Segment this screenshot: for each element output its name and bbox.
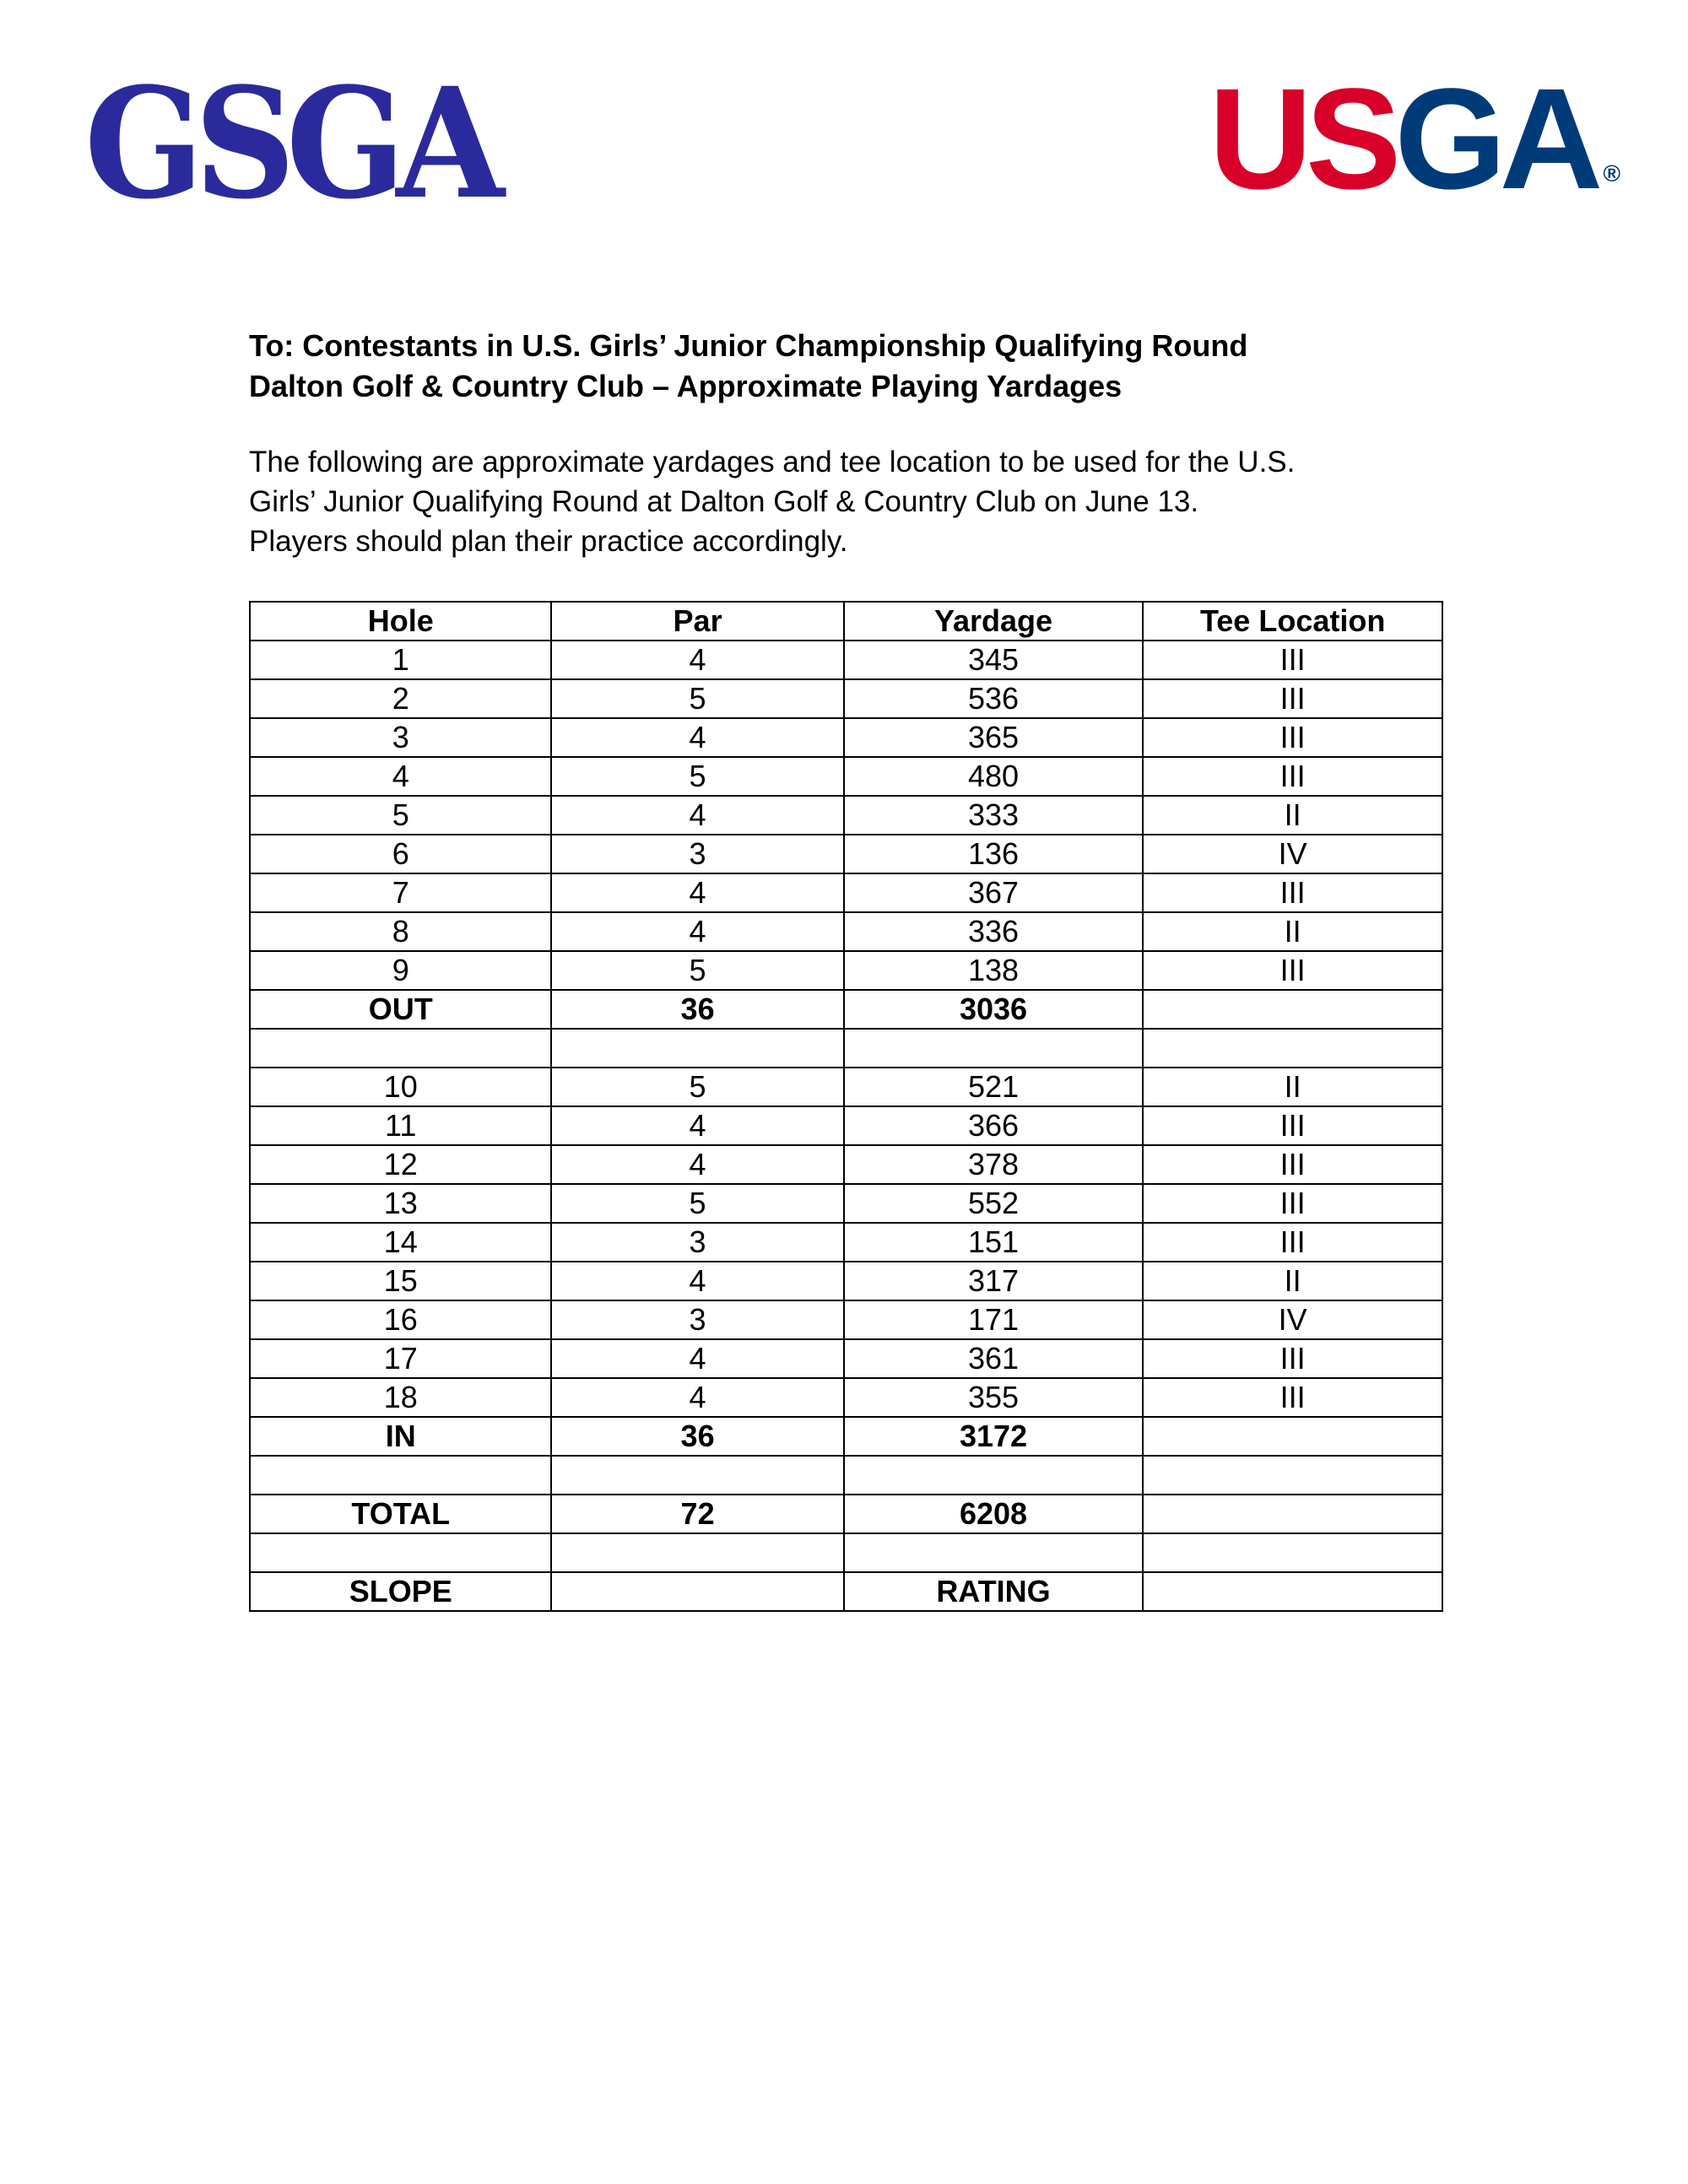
cell-hole: 14 — [250, 1223, 551, 1262]
cell-tee: II — [1143, 1068, 1442, 1106]
cell-yardage: 6208 — [844, 1495, 1144, 1533]
table-row — [250, 679, 1442, 718]
cell-yardage: 333 — [844, 796, 1144, 835]
cell-hole: 10 — [250, 1068, 551, 1106]
table-row — [250, 1262, 1442, 1300]
heading-line-2: Dalton Golf & Country Club – Approximate Playing Yardages — [249, 368, 1123, 403]
cell-hole: SLOPE — [250, 1572, 551, 1611]
cell-yardage: 355 — [844, 1378, 1144, 1417]
cell-yardage: 317 — [844, 1262, 1144, 1300]
cell-par: 4 — [551, 1106, 843, 1145]
cell-par: 4 — [551, 641, 843, 679]
cell-tee: II — [1143, 796, 1442, 835]
cell-hole: 16 — [250, 1300, 551, 1339]
cell-tee: III — [1143, 1145, 1442, 1184]
cell-tee: III — [1143, 1106, 1442, 1145]
table-row — [250, 1300, 1442, 1339]
cell-yardage: 345 — [844, 641, 1144, 679]
cell-tee: IV — [1143, 1300, 1442, 1339]
cell-yardage — [844, 1029, 1144, 1068]
cell-hole: 9 — [250, 951, 551, 990]
cell-yardage: 366 — [844, 1106, 1144, 1145]
column-header-par: Par — [551, 602, 843, 641]
cell-par: 4 — [551, 1262, 843, 1300]
cell-hole: IN — [250, 1417, 551, 1456]
cell-par — [551, 1533, 843, 1572]
table-row — [250, 990, 1442, 1029]
cell-tee: III — [1143, 1339, 1442, 1378]
cell-hole: 6 — [250, 835, 551, 873]
cell-tee — [1143, 1417, 1442, 1456]
paragraph-line-1: The following are approximate yardages and tee location to be used for the U.S. — [249, 446, 1296, 479]
cell-tee — [1143, 1456, 1442, 1495]
cell-hole: 12 — [250, 1145, 551, 1184]
cell-tee — [1143, 1572, 1442, 1611]
table-row — [250, 1029, 1442, 1068]
table-header-row — [250, 602, 1442, 641]
usga-logo-us: US — [1209, 59, 1395, 219]
paragraph-line-3: Players should plan their practice accordingly. — [249, 524, 848, 558]
cell-tee: III — [1143, 1378, 1442, 1417]
cell-tee: III — [1143, 679, 1442, 718]
cell-yardage: 552 — [844, 1184, 1144, 1223]
cell-tee: III — [1143, 951, 1442, 990]
cell-yardage: 521 — [844, 1068, 1144, 1106]
table-row — [250, 796, 1442, 835]
table-row — [250, 1456, 1442, 1495]
table-row — [250, 757, 1442, 796]
table-row — [250, 951, 1442, 990]
cell-yardage: 138 — [844, 951, 1144, 990]
cell-hole: 3 — [250, 718, 551, 757]
cell-yardage: 136 — [844, 835, 1144, 873]
logo-row — [0, 0, 1688, 233]
cell-hole: 13 — [250, 1184, 551, 1223]
cell-yardage: 367 — [844, 873, 1144, 912]
cell-par: 4 — [551, 1339, 843, 1378]
cell-par — [551, 1572, 843, 1611]
cell-hole: 17 — [250, 1339, 551, 1378]
cell-par: 4 — [551, 1378, 843, 1417]
document-body — [0, 326, 1688, 1612]
cell-tee — [1143, 1495, 1442, 1533]
cell-hole: OUT — [250, 990, 551, 1029]
paragraph-line-2: Girls’ Junior Qualifying Round at Dalton Golf & Country Club on June 13. — [249, 484, 1199, 518]
cell-yardage: 378 — [844, 1145, 1144, 1184]
cell-hole — [250, 1456, 551, 1495]
cell-yardage — [844, 1533, 1144, 1572]
cell-yardage: 361 — [844, 1339, 1144, 1378]
cell-yardage: RATING — [844, 1572, 1144, 1611]
table-row — [250, 873, 1442, 912]
cell-yardage: 536 — [844, 679, 1144, 718]
table-row — [250, 718, 1442, 757]
cell-tee: II — [1143, 912, 1442, 951]
table-row — [250, 641, 1442, 679]
cell-tee: III — [1143, 757, 1442, 796]
cell-par: 4 — [551, 912, 843, 951]
cell-tee — [1143, 1029, 1442, 1068]
column-header-yardage: Yardage — [844, 602, 1144, 641]
cell-hole: 1 — [250, 641, 551, 679]
cell-par: 4 — [551, 1145, 843, 1184]
cell-par: 36 — [551, 990, 843, 1029]
cell-yardage — [844, 1456, 1144, 1495]
cell-hole: 5 — [250, 796, 551, 835]
cell-par — [551, 1456, 843, 1495]
cell-hole: 8 — [250, 912, 551, 951]
cell-par: 4 — [551, 718, 843, 757]
heading-line-1: To: Contestants in U.S. Girls’ Junior Championship Qualifying Round — [249, 328, 1248, 363]
cell-tee — [1143, 1533, 1442, 1572]
table-row — [250, 1533, 1442, 1572]
cell-par: 3 — [551, 1300, 843, 1339]
intro-paragraph — [249, 443, 1443, 562]
cell-hole: 4 — [250, 757, 551, 796]
cell-par: 72 — [551, 1495, 843, 1533]
cell-yardage: 171 — [844, 1300, 1144, 1339]
cell-hole: 15 — [250, 1262, 551, 1300]
table-row — [250, 1378, 1442, 1417]
cell-yardage: 365 — [844, 718, 1144, 757]
column-header-tee-location: Tee Location — [1143, 602, 1442, 641]
usga-logo — [1209, 59, 1620, 219]
cell-par: 5 — [551, 951, 843, 990]
cell-par: 5 — [551, 1068, 843, 1106]
cell-par: 3 — [551, 835, 843, 873]
table-row — [250, 1184, 1442, 1223]
table-row — [250, 1495, 1442, 1533]
cell-par: 36 — [551, 1417, 843, 1456]
cell-hole: 11 — [250, 1106, 551, 1145]
cell-yardage: 3036 — [844, 990, 1144, 1029]
cell-tee: II — [1143, 1262, 1442, 1300]
cell-par: 5 — [551, 757, 843, 796]
cell-tee: III — [1143, 641, 1442, 679]
cell-tee: IV — [1143, 835, 1442, 873]
gsga-logo: GSGA — [84, 55, 495, 233]
cell-par: 3 — [551, 1223, 843, 1262]
cell-hole — [250, 1533, 551, 1572]
table-row — [250, 1068, 1442, 1106]
yardage-table — [249, 601, 1443, 1612]
table-row — [250, 1106, 1442, 1145]
cell-par — [551, 1029, 843, 1068]
table-row — [250, 1223, 1442, 1262]
registered-trademark-icon: ® — [1603, 160, 1620, 187]
cell-hole: 2 — [250, 679, 551, 718]
cell-yardage: 151 — [844, 1223, 1144, 1262]
cell-hole: TOTAL — [250, 1495, 551, 1533]
cell-tee: III — [1143, 1184, 1442, 1223]
cell-yardage: 480 — [844, 757, 1144, 796]
cell-hole: 18 — [250, 1378, 551, 1417]
column-header-hole: Hole — [250, 602, 551, 641]
letter-heading — [249, 326, 1443, 406]
table-row — [250, 1417, 1442, 1456]
table-row — [250, 1572, 1442, 1611]
cell-par: 4 — [551, 873, 843, 912]
cell-yardage: 336 — [844, 912, 1144, 951]
table-row — [250, 912, 1442, 951]
cell-par: 4 — [551, 796, 843, 835]
table-row — [250, 1145, 1442, 1184]
cell-par: 5 — [551, 1184, 843, 1223]
table-row — [250, 835, 1442, 873]
cell-par: 5 — [551, 679, 843, 718]
cell-hole — [250, 1029, 551, 1068]
cell-tee — [1143, 990, 1442, 1029]
cell-tee: III — [1143, 873, 1442, 912]
cell-hole: 7 — [250, 873, 551, 912]
cell-yardage: 3172 — [844, 1417, 1144, 1456]
cell-tee: III — [1143, 718, 1442, 757]
table-row — [250, 1339, 1442, 1378]
usga-logo-ga: GA — [1394, 59, 1597, 219]
cell-tee: III — [1143, 1223, 1442, 1262]
